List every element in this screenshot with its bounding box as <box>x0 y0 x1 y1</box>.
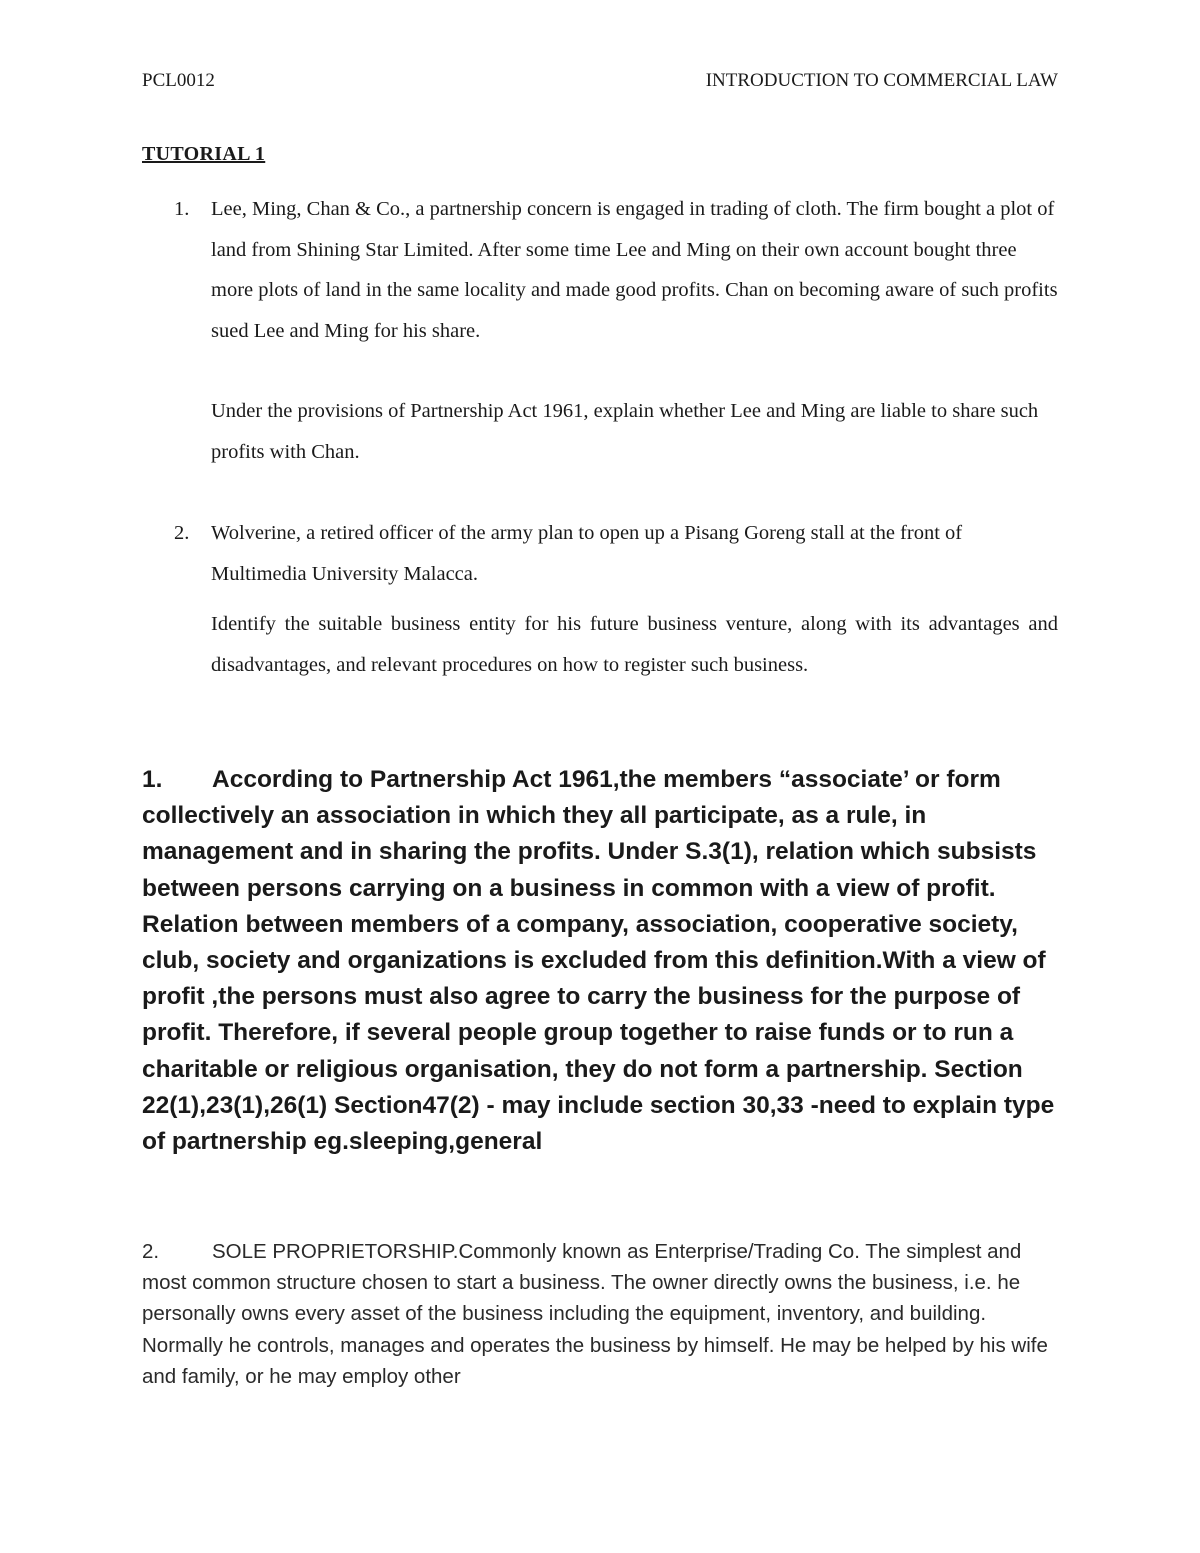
answer-1 <box>142 762 1062 1160</box>
answer-number: 1. <box>142 766 163 793</box>
question-number: 1. <box>174 198 190 220</box>
question-task: Identify the suitable business entity for his future business venture, along with its advantages and disadvantages, and relevant procedures on how to register such business. <box>211 613 1058 676</box>
question-2 <box>142 513 1058 685</box>
question-item <box>142 513 1058 685</box>
answer-text: According to Partnership Act 1961,the members “associate’ or form collectively an association in which they all participate, as a rule, in management and in sharing the profits. Under S.3(1), relation which subsists between persons carrying on a business in common with a view of profit. Relation between members of a company, association, cooperative society, club, society and organizations is excluded from this definition.With a view of profit ,the persons must also agree to carry the business for the purpose of profit. Therefore, if several people group together to raise funds or to run a charitable or religious organisation, they do not form a partnership. Section 22(1),23(1),26(1) Section47(2) - may include section 30,33 -need to explain type of partnership eg.sleeping,general <box>142 766 1055 1156</box>
answer-number: 2. <box>142 1240 160 1263</box>
course-title: INTRODUCTION TO COMMERCIAL LAW <box>705 70 1058 91</box>
answer-text: SOLE PROPRIETORSHIP.Commonly known as Enterprise/Trading Co. The simplest and most common structure chosen to start a business. The owner directly owns the business, i.e. he personally owns every asset of the business including the equipment, inventory, and building. Normally he controls, manages and operates the business by himself. He may be helped by his wife and family, or he may employ other <box>142 1240 1048 1388</box>
question-number: 2. <box>174 522 190 544</box>
question-task: Under the provisions of Partnership Act 1961, explain whether Lee and Ming are liable to share such profits with Chan. <box>211 400 1039 463</box>
question-item <box>142 189 1058 472</box>
page-header <box>142 70 1058 98</box>
question-1 <box>142 189 1058 472</box>
answer-2 <box>142 1236 1062 1392</box>
course-code: PCL0012 <box>142 70 215 91</box>
tutorial-title: TUTORIAL 1 <box>142 143 266 165</box>
question-scenario: Wolverine, a retired officer of the army plan to open up a Pisang Goreng stall at the front of Multimedia University Malacca. <box>211 522 963 585</box>
question-scenario: Lee, Ming, Chan & Co., a partnership concern is engaged in trading of cloth. The firm bought a plot of land from Shining Star Limited. After some time Lee and Ming on their own account bought three more plots of land in the same locality and made good profits. Chan on becoming aware of such profits sued Lee and Ming for his share. <box>211 198 1058 342</box>
